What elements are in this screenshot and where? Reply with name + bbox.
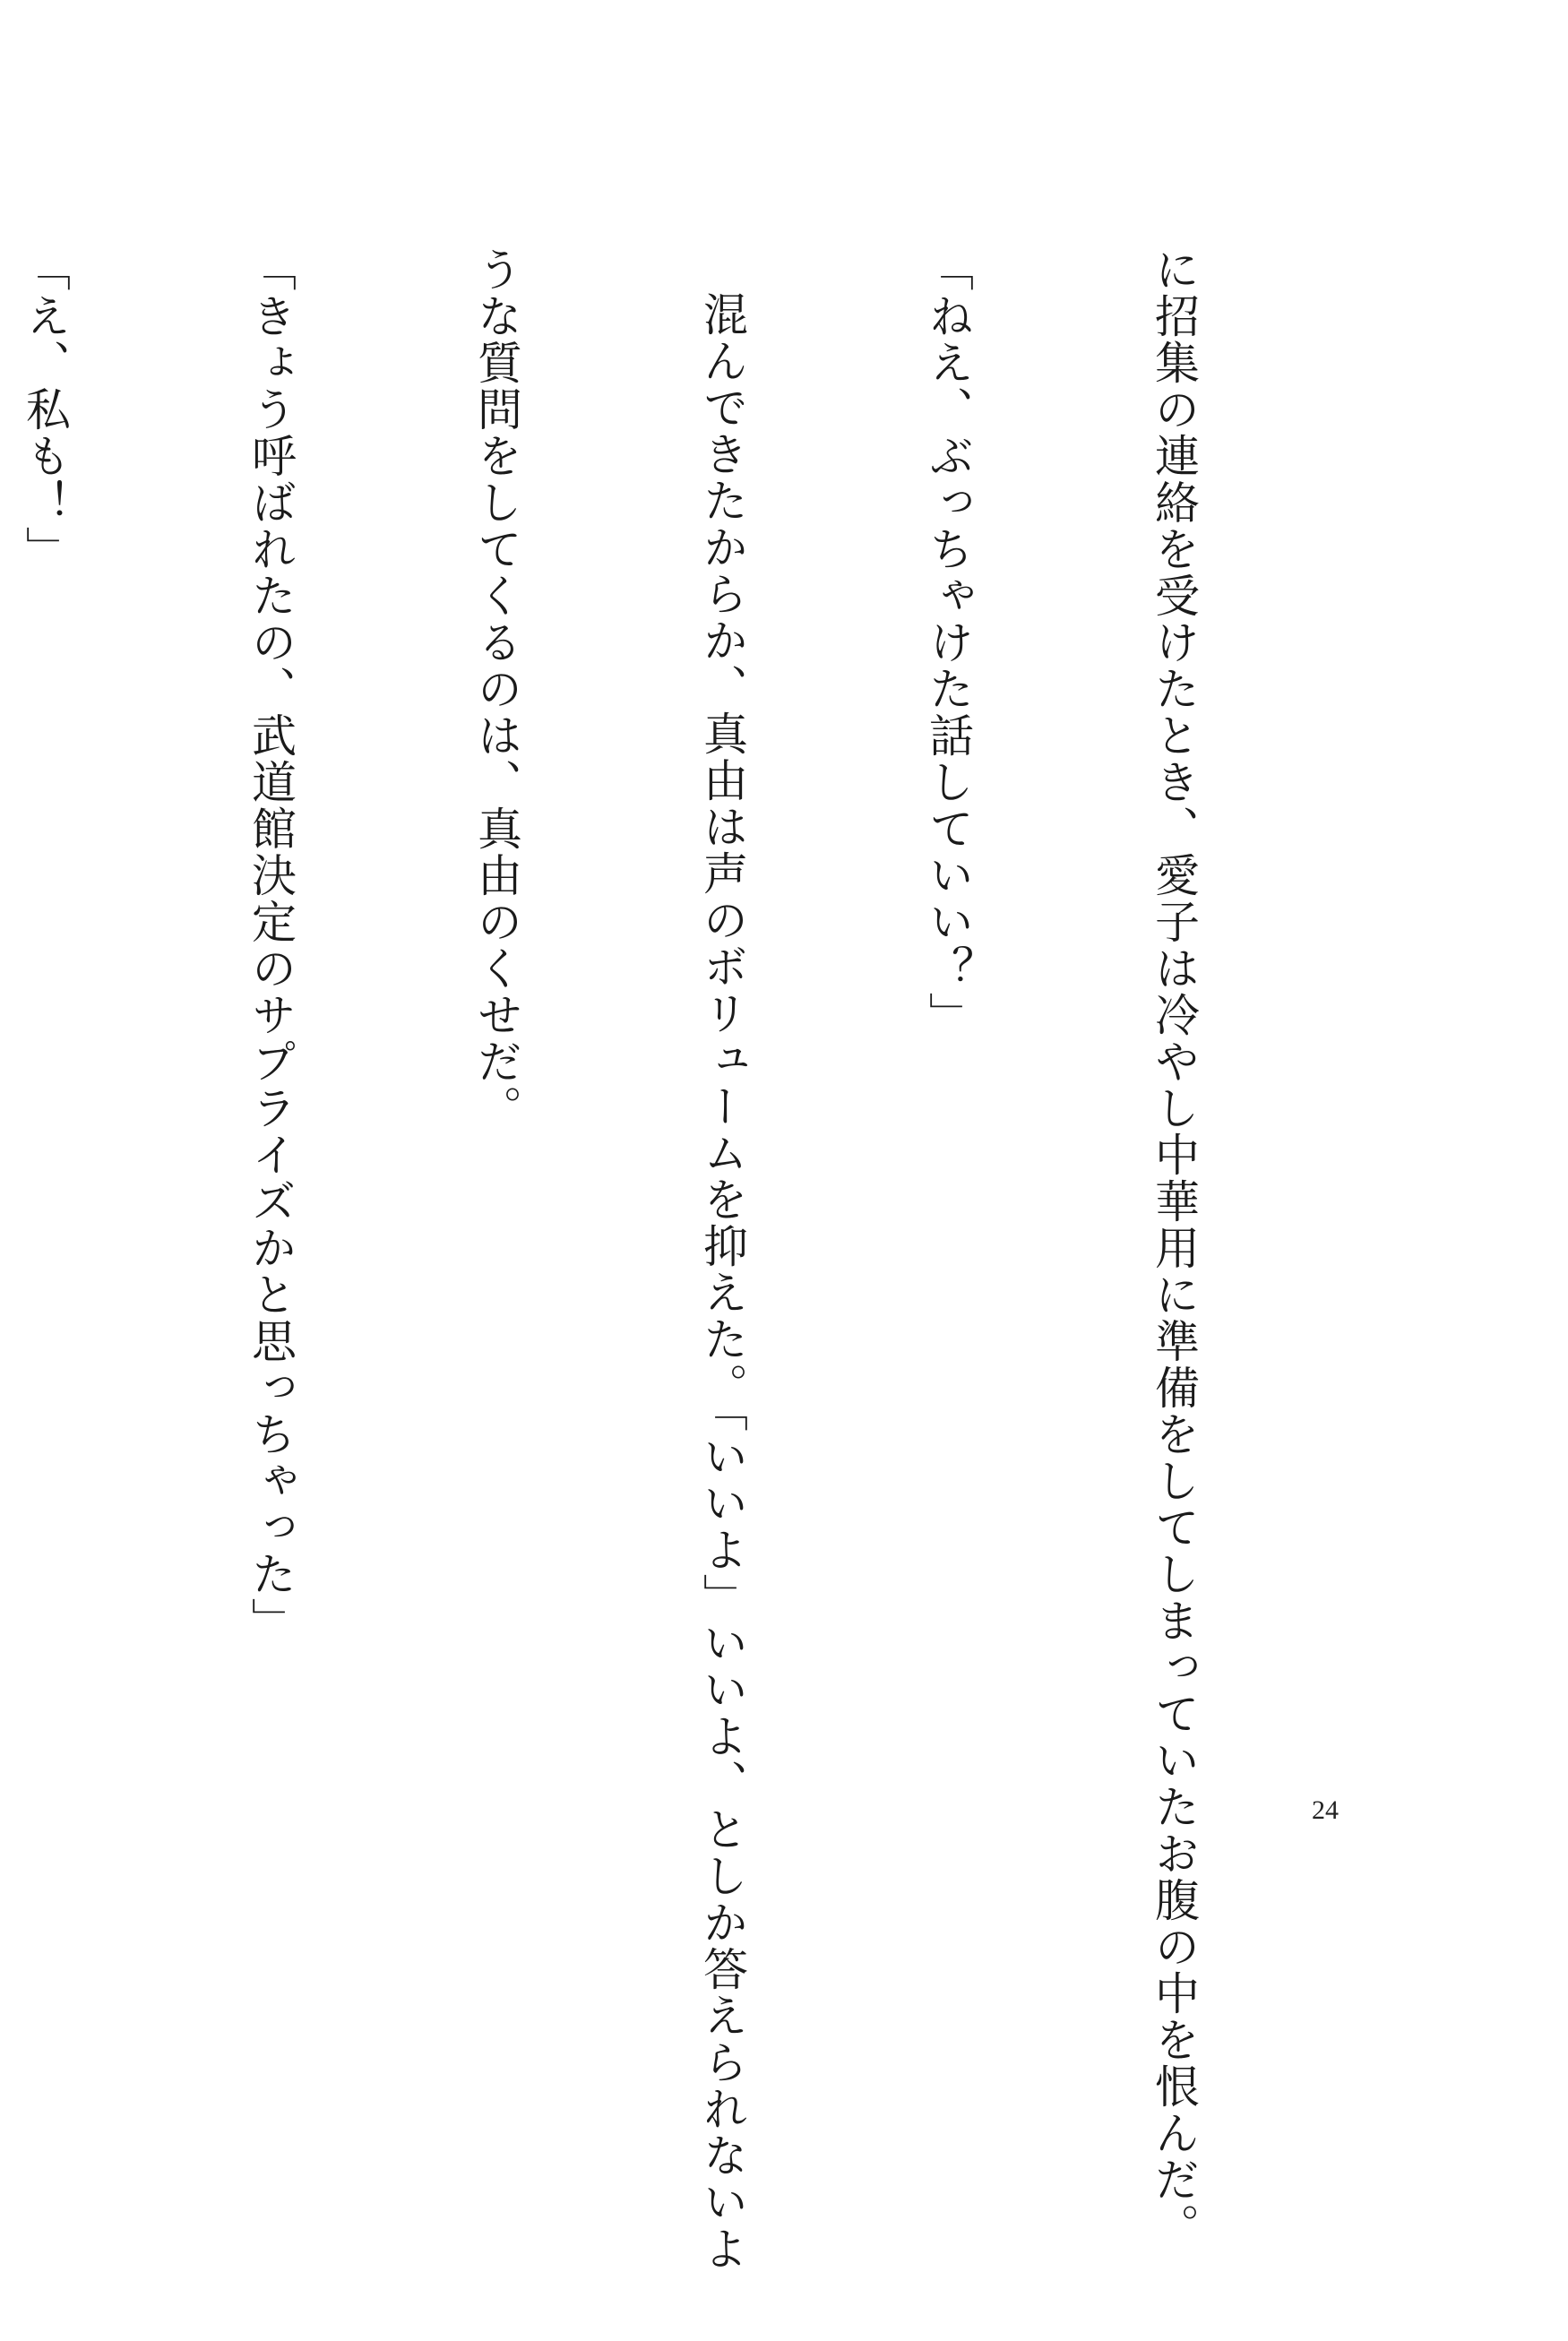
text-line: 「きょう呼ばれたの、武道館決定のサプライズかと思っちゃった」 — [245, 246, 297, 1644]
vertical-text-body — [19, 246, 1362, 2272]
text-line: 「ねえ、ぶっちゃけた話していい？」 — [922, 246, 974, 1038]
text-line: 混んできたからか、真由は声のボリュームを抑えた。「いいよ」いいよ、としか答えられないよ — [696, 291, 748, 2272]
text-line: 「え、私も！」 — [19, 246, 71, 572]
page-number: 24 — [1312, 1795, 1339, 1825]
text-line: に招集の連絡を受けたとき、愛子は冷やし中華用に準備をしてしまっていたお腹の中を恨んだ。 — [1148, 246, 1200, 2250]
text-line: うな質問をしてくるのは、真由のくせだ。 — [470, 246, 522, 1132]
